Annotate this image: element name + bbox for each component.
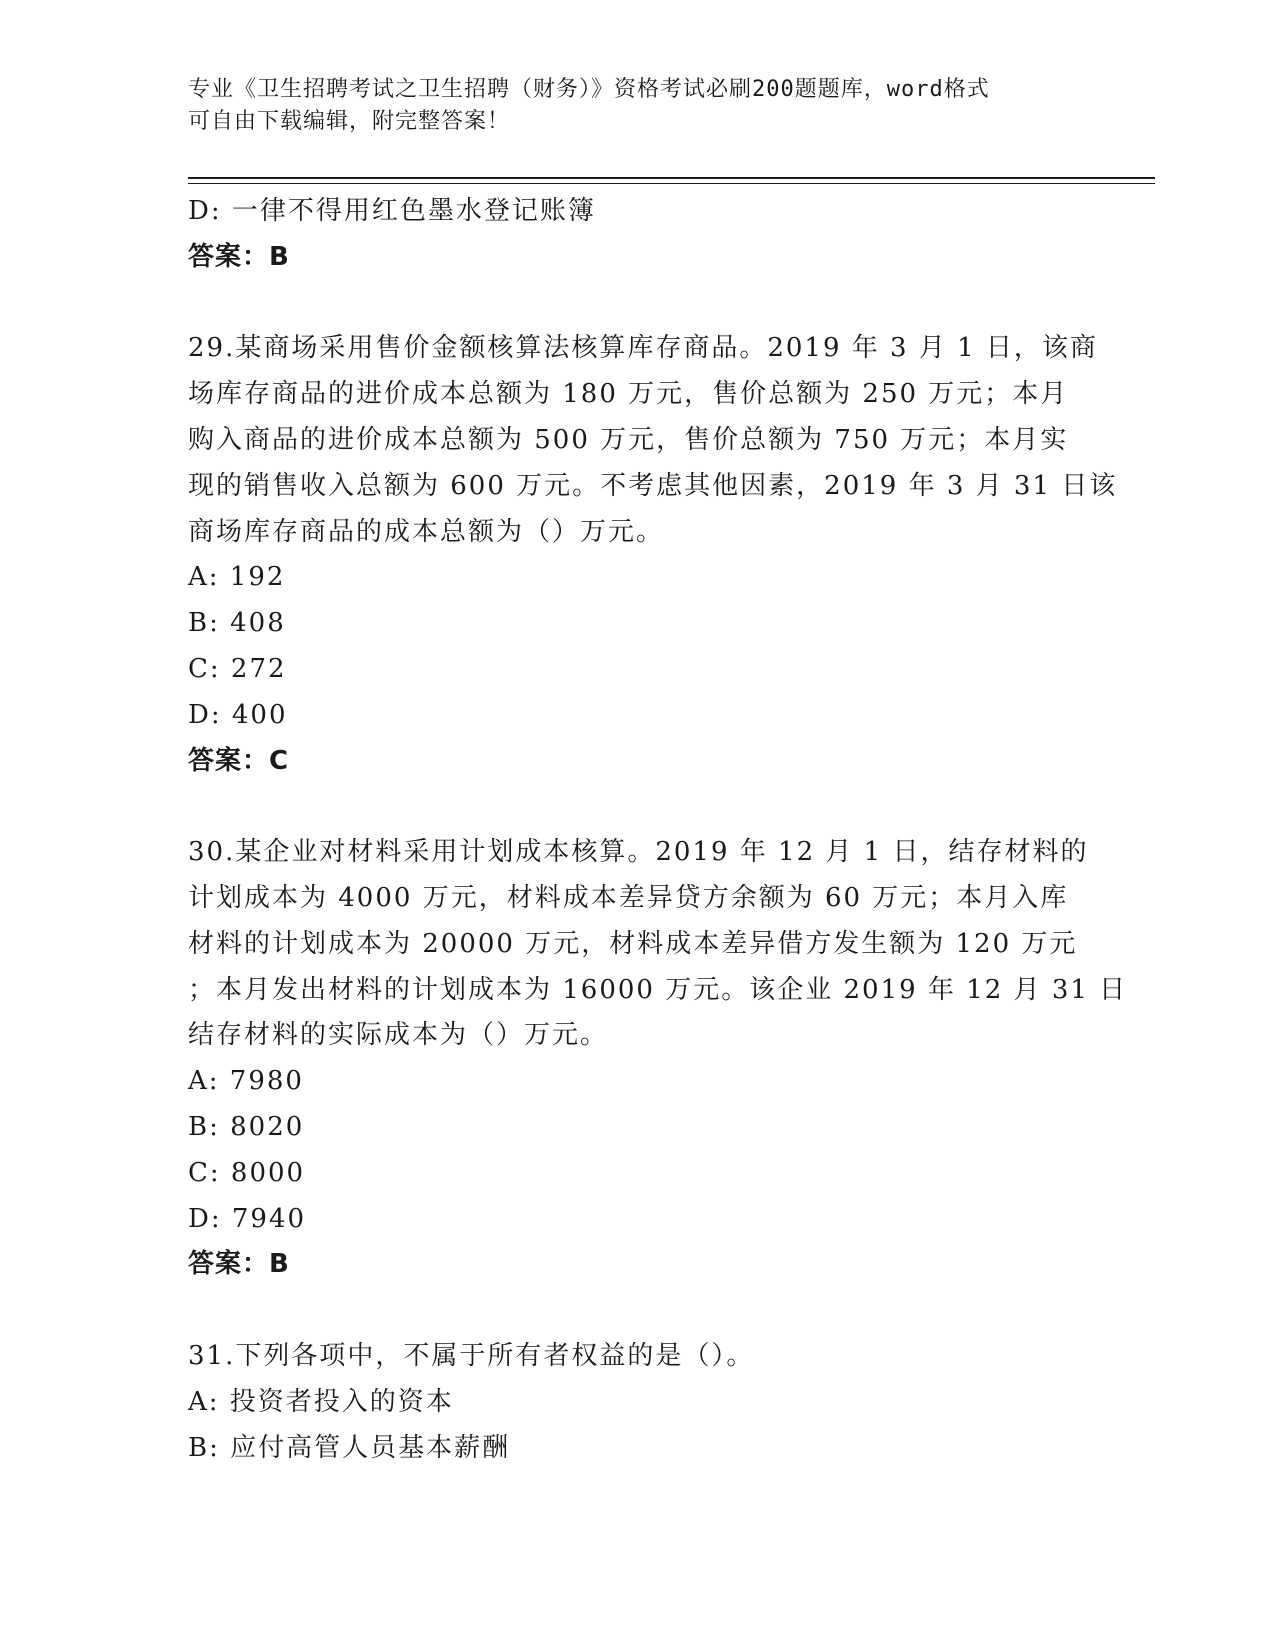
question-text-line: 31.下列各项中，不属于所有者权益的是（）。 <box>188 1340 755 1371</box>
option-d: D: 400 <box>188 699 288 730</box>
option-c: C: 272 <box>188 653 287 684</box>
question-text-line: 结存材料的实际成本为（）万元。 <box>188 1020 609 1051</box>
option-a: A: 投资者投入的资本 <box>188 1386 454 1417</box>
spacer <box>188 1288 1088 1334</box>
spacer <box>188 784 1088 830</box>
question-text-line: 购入商品的进价成本总额为 500 万元，售价总额为 750 万元；本月实 <box>188 424 1069 455</box>
option-b: B: 8020 <box>188 1111 305 1142</box>
answer-line: 答案：B <box>188 241 290 272</box>
option-a: A: 7980 <box>188 1066 304 1097</box>
question-block-31 <box>188 1334 1088 1471</box>
document-body <box>188 189 1128 1471</box>
option-d: D: 7940 <box>188 1203 307 1234</box>
question-block-prev <box>188 189 1088 281</box>
header-divider-thin <box>188 183 1155 184</box>
question-block-30 <box>188 830 1128 1288</box>
question-text-line: 计划成本为 4000 万元，材料成本差异贷方余额为 60 万元；本月入库 <box>188 882 1069 913</box>
header-divider-thick <box>188 177 1155 179</box>
option-a: A: 192 <box>188 562 286 593</box>
answer-line: 答案：C <box>188 745 290 776</box>
question-text-line: 29.某商场采用售价金额核算法核算库存商品。2019 年 3 月 1 日，该商 <box>188 333 1098 364</box>
question-text-line: 商场库存商品的成本总额为（）万元。 <box>188 516 665 547</box>
spacer <box>188 281 1088 327</box>
question-text-line: 材料的计划成本为 20000 万元，材料成本差异借方发生额为 120 万元 <box>188 928 1078 959</box>
document-header <box>188 74 1088 138</box>
question-text-line: 30.某企业对材料采用计划成本核算。2019 年 12 月 1 日，结存材料的 <box>188 837 1089 868</box>
header-line-2: 可自由下载编辑，附完整答案！ <box>188 109 511 134</box>
header-line-1: 专业《卫生招聘考试之卫生招聘（财务）》资格考试必刷200题题库，word格式 <box>188 77 990 102</box>
option-c: C: 8000 <box>188 1157 306 1188</box>
question-text-line: ；本月发出材料的计划成本为 16000 万元。该企业 2019 年 12 月 31 日 <box>188 974 1128 1005</box>
option-b: B: 408 <box>188 608 286 639</box>
question-text-line: 现的销售收入总额为 600 万元。不考虑其他因素，2019 年 3 月 31 日该 <box>188 470 1118 501</box>
answer-line: 答案：B <box>188 1249 290 1280</box>
option-b: B: 应付高管人员基本薪酬 <box>188 1432 511 1463</box>
option-d: D: 一律不得用红色墨水登记账簿 <box>188 196 596 226</box>
question-text-line: 场库存商品的进价成本总额为 180 万元，售价总额为 250 万元；本月 <box>188 379 1069 410</box>
question-block-29 <box>188 326 1118 784</box>
